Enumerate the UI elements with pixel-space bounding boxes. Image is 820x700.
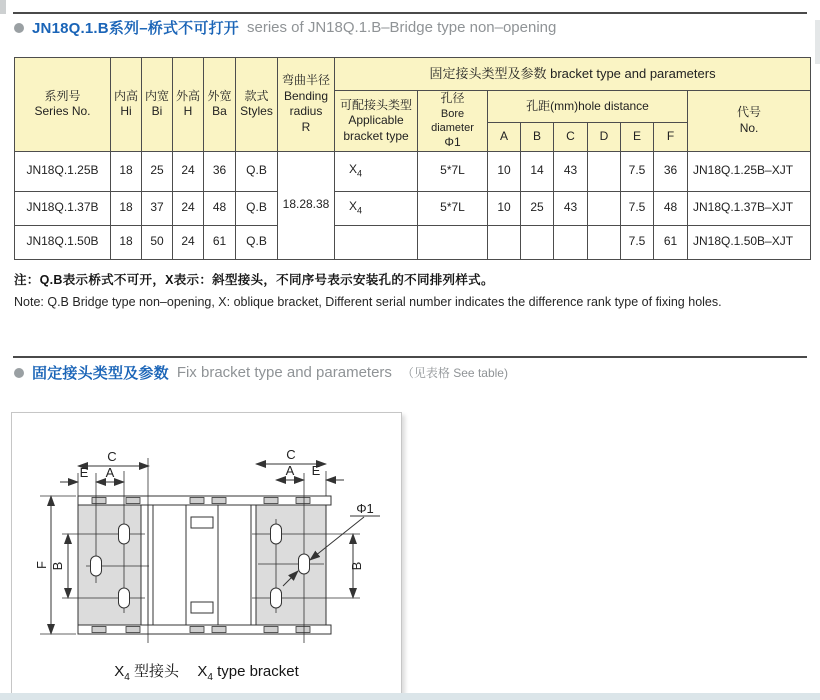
col-header-e: E xyxy=(621,123,654,151)
dim-label-f: F xyxy=(34,561,49,569)
cell-hi: 18 xyxy=(111,225,142,259)
col-header-applicable-bracket: 可配接头类型 Applicable bracket type xyxy=(335,91,418,152)
cell-code: JN18Q.1.50B–XJT xyxy=(688,225,811,259)
cell-d xyxy=(588,225,621,259)
section1-title xyxy=(14,17,556,38)
cell-e: 7.5 xyxy=(621,225,654,259)
dim-label-b-left: B xyxy=(50,561,65,571)
col-header-c: C xyxy=(554,123,588,151)
cell-d xyxy=(588,151,621,191)
page-edge-artifact xyxy=(0,0,6,14)
col-header-b: B xyxy=(521,123,554,151)
cell-f: 48 xyxy=(654,191,688,225)
bullet-icon xyxy=(14,368,24,378)
cell-f: 61 xyxy=(654,225,688,259)
cell-f: 36 xyxy=(654,151,688,191)
dim-label-c-right: C xyxy=(286,447,296,462)
section-divider-line xyxy=(13,356,807,358)
cell-h: 24 xyxy=(173,225,204,259)
col-header-code: 代号 No. xyxy=(688,91,811,152)
cell-series: JN18Q.1.37B xyxy=(15,191,111,225)
group-header-bracket-params: 固定接头类型及参数 bracket type and parameters xyxy=(335,58,811,91)
cell-bore xyxy=(418,225,488,259)
cell-c: 43 xyxy=(554,191,588,225)
dim-label-a-left: A xyxy=(105,465,115,480)
cell-style: Q.B xyxy=(236,225,278,259)
col-header-d: D xyxy=(588,123,621,151)
col-header-f: F xyxy=(654,123,688,151)
bracket-diagram-box xyxy=(11,412,402,694)
dim-label-e-left: E xyxy=(79,465,89,480)
cell-hi: 18 xyxy=(111,151,142,191)
cell-e: 7.5 xyxy=(621,151,654,191)
spec-table xyxy=(14,57,811,260)
col-header-hole-distance: 孔距(mm)hole distance xyxy=(488,91,688,123)
cell-hi: 18 xyxy=(111,191,142,225)
cell-ba: 48 xyxy=(204,191,236,225)
section2-title-en: Fix bracket type and parameters xyxy=(176,364,392,381)
dim-label-b-right: B xyxy=(349,561,364,571)
cell-code: JN18Q.1.37B–XJT xyxy=(688,191,811,225)
cell-bracket-type: $X_4$ xyxy=(335,191,418,225)
section-divider-line xyxy=(13,12,807,14)
section1-title-zh: JN18Q.1.B系列–桥式不可打开 xyxy=(32,20,239,37)
cell-bore: 5*7L xyxy=(418,191,488,225)
cell-bi: 37 xyxy=(142,191,173,225)
cell-h: 24 xyxy=(173,191,204,225)
cell-bi: 50 xyxy=(142,225,173,259)
cell-code: JN18Q.1.25B–XJT xyxy=(688,151,811,191)
cell-style: Q.B xyxy=(236,151,278,191)
diagram-caption: $X_4$ 型接头 $X_4$ type bracket xyxy=(114,663,299,683)
page-edge-artifact-right xyxy=(815,20,820,64)
cell-bracket-type xyxy=(335,225,418,259)
col-header-series: 系列号 Series No. xyxy=(15,58,111,152)
cell-b: 14 xyxy=(521,151,554,191)
cell-bi: 25 xyxy=(142,151,173,191)
cell-b xyxy=(521,225,554,259)
cell-series: JN18Q.1.25B xyxy=(15,151,111,191)
table-row xyxy=(15,151,811,191)
bracket-diagram xyxy=(12,413,401,658)
cell-style: Q.B xyxy=(236,191,278,225)
cell-b: 25 xyxy=(521,191,554,225)
col-header-bi: 内宽 Bi xyxy=(142,58,173,152)
cell-d xyxy=(588,191,621,225)
col-header-a: A xyxy=(488,123,521,151)
table-notes xyxy=(14,270,806,309)
cell-e: 7.5 xyxy=(621,191,654,225)
cell-a: 10 xyxy=(488,151,521,191)
section2-title xyxy=(14,362,508,383)
cell-bending-radius-merged: 18.28.38 xyxy=(278,151,335,259)
table-row xyxy=(15,191,811,225)
section2-title-zh: 固定接头类型及参数 xyxy=(32,365,169,382)
col-header-hi: 内高 Hi xyxy=(111,58,142,152)
note-zh: 注：Q.B表示桥式不可开，X表示：斜型接头，不同序号表示安装孔的不同排列样式。 xyxy=(14,273,494,287)
cell-c xyxy=(554,225,588,259)
col-header-styles: 款式 Styles xyxy=(236,58,278,152)
cell-c: 43 xyxy=(554,151,588,191)
cell-ba: 36 xyxy=(204,151,236,191)
col-header-bending-radius: 弯曲半径 Bending radius R xyxy=(278,58,335,152)
dim-label-c-left: C xyxy=(107,449,117,464)
table-row xyxy=(15,225,811,259)
dim-label-a-right: A xyxy=(285,463,295,478)
page-bottom-strip xyxy=(0,693,820,700)
section1-title-en: series of JN18Q.1.B–Bridge type non–opening xyxy=(246,19,557,36)
col-header-bore-diameter: 孔径 Bore diameter Φ1 xyxy=(418,91,488,152)
col-header-ba: 外宽 Ba xyxy=(204,58,236,152)
bullet-icon xyxy=(14,23,24,33)
cell-series: JN18Q.1.50B xyxy=(15,225,111,259)
col-header-h: 外高 H xyxy=(173,58,204,152)
section2-see-table: （见表格 See table) xyxy=(401,366,508,380)
dim-label-phi1: Φ1 xyxy=(356,501,374,516)
cell-h: 24 xyxy=(173,151,204,191)
cell-bore: 5*7L xyxy=(418,151,488,191)
note-en: Note: Q.B Bridge type non–opening, X: oblique bracket, Different serial number indicates the difference rank type of fixing holes. xyxy=(14,295,722,309)
cell-a: 10 xyxy=(488,191,521,225)
dim-label-e-right: E xyxy=(311,463,321,478)
cell-ba: 61 xyxy=(204,225,236,259)
cell-a xyxy=(488,225,521,259)
cell-bracket-type: $X_4$ xyxy=(335,151,418,191)
